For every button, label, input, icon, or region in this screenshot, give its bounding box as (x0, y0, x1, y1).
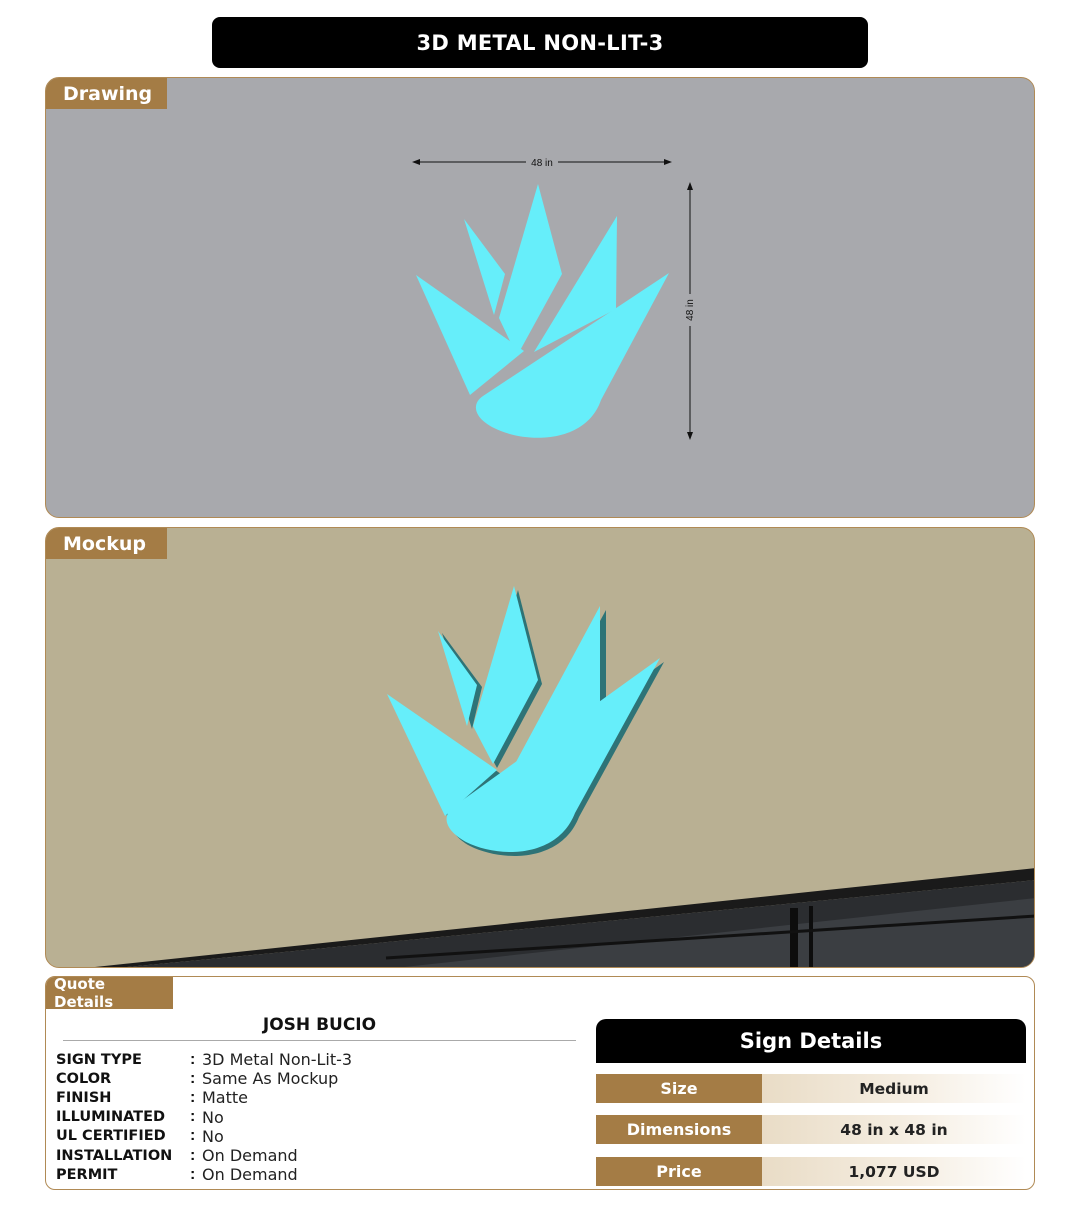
spec-row-ul-certified (56, 1127, 352, 1146)
spec-key: FINISH (56, 1089, 112, 1106)
spec-value: On Demand (202, 1165, 298, 1185)
agave-logo-drawing (416, 184, 669, 438)
spec-colon: : (190, 1108, 196, 1126)
page-title: 3D METAL NON-LIT-3 (212, 17, 868, 68)
spec-row-installation (56, 1146, 352, 1165)
detail-row-price (596, 1157, 1026, 1186)
spec-value: No (202, 1107, 224, 1127)
spec-row-sign-type (56, 1050, 352, 1069)
drawing-canvas (46, 78, 1035, 518)
quote-details-panel (45, 976, 1035, 1190)
spec-row-permit (56, 1165, 352, 1184)
spec-key: UL CERTIFIED (56, 1128, 166, 1145)
spec-list (56, 1050, 352, 1184)
detail-value: 1,077 USD (762, 1157, 1026, 1186)
storefront-roof (76, 868, 1035, 968)
detail-value: Medium (762, 1074, 1026, 1103)
drawing-tab-label: Drawing (46, 78, 167, 109)
spec-colon: : (190, 1088, 196, 1106)
spec-key: PERMIT (56, 1166, 118, 1183)
sign-details-title: Sign Details (596, 1019, 1026, 1063)
spec-colon: : (190, 1069, 196, 1087)
detail-key: Dimensions (596, 1115, 762, 1144)
spec-key: SIGN TYPE (56, 1051, 142, 1068)
spec-value: On Demand (202, 1146, 298, 1166)
width-dimension-label: 48 in (531, 158, 553, 169)
spec-colon: : (190, 1165, 196, 1183)
spec-colon: : (190, 1146, 196, 1164)
height-dimension-label: 48 in (685, 299, 696, 321)
agave-logo-mockup (387, 586, 660, 852)
mockup-tab-label: Mockup (46, 528, 167, 559)
drawing-panel (45, 77, 1035, 518)
spec-key: COLOR (56, 1070, 112, 1087)
spec-row-color (56, 1069, 352, 1088)
spec-key: INSTALLATION (56, 1147, 173, 1164)
detail-row-size (596, 1074, 1026, 1103)
spec-value: Same As Mockup (202, 1069, 339, 1089)
spec-colon: : (190, 1127, 196, 1145)
client-divider (63, 1040, 576, 1041)
detail-row-dimensions (596, 1115, 1026, 1144)
detail-key: Size (596, 1074, 762, 1103)
client-name: JOSH BUCIO (262, 1015, 377, 1035)
spec-value: 3D Metal Non-Lit-3 (202, 1050, 353, 1070)
spec-key: ILLUMINATED (56, 1109, 166, 1126)
quote-details-tab-label: Quote Details (46, 977, 173, 1009)
spec-colon: : (190, 1050, 196, 1068)
spec-row-finish (56, 1088, 352, 1107)
mockup-panel (45, 527, 1035, 968)
detail-value: 48 in x 48 in (762, 1115, 1026, 1144)
spec-value: Matte (202, 1088, 248, 1108)
spec-row-illuminated (56, 1108, 352, 1127)
spec-value: No (202, 1126, 224, 1146)
mockup-canvas (46, 528, 1035, 968)
detail-key: Price (596, 1157, 762, 1186)
